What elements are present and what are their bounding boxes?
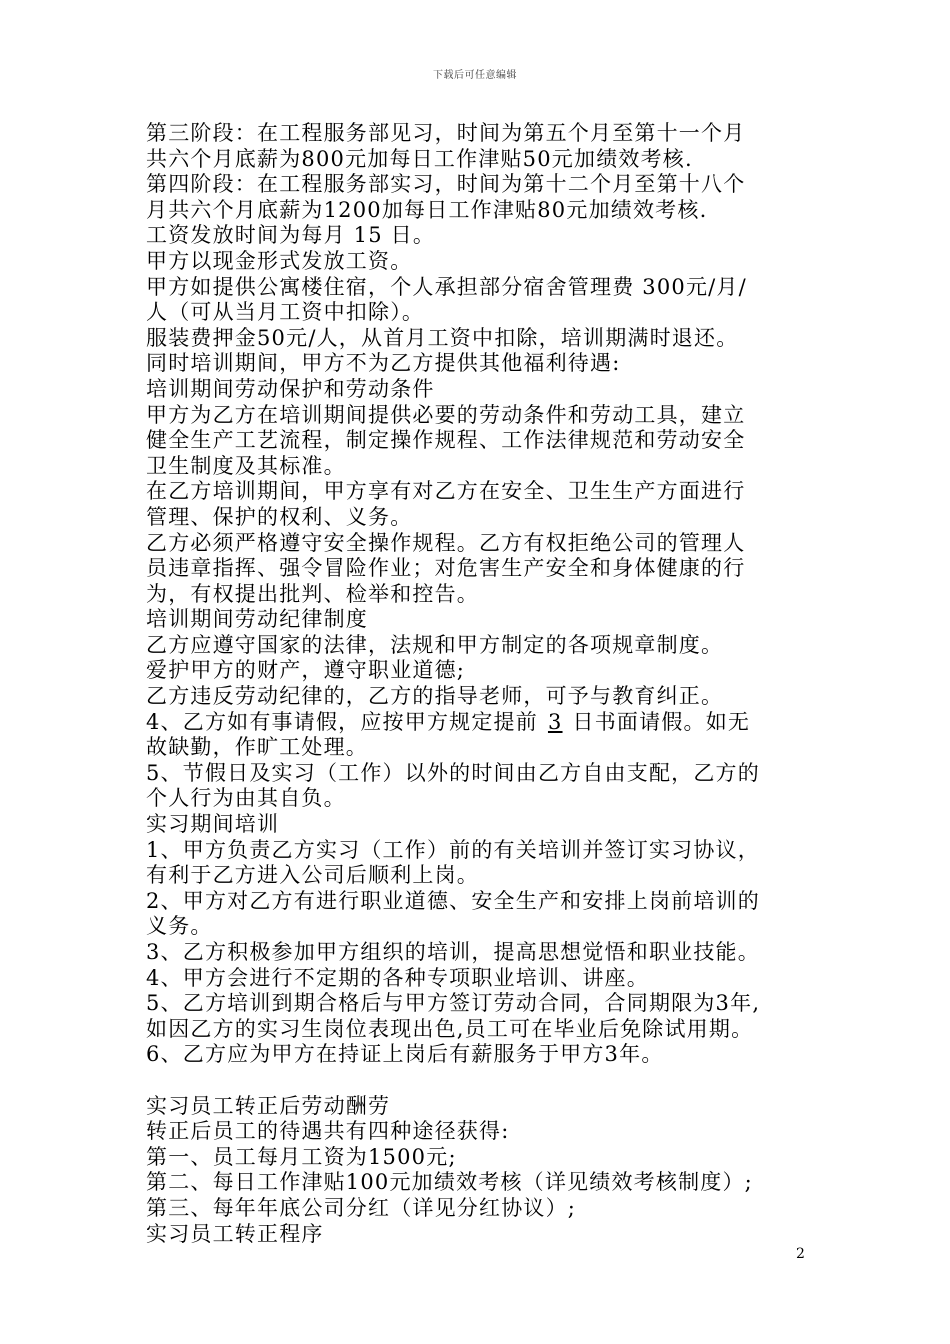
text-line: 第二、每日工作津贴100元加绩效考核（详见绩效考核制度）; [146, 1170, 753, 1195]
leave-clause-before: 4、乙方如有事请假，应按甲方规定提前 [146, 709, 538, 734]
document-body [146, 121, 836, 1247]
text-line: 有利于乙方进入公司后顺利上岗。 [146, 863, 479, 888]
text-line: 5、节假日及实习（工作）以外的时间由乙方自由支配，乙方的 [146, 760, 760, 785]
text-line: 第四阶段：在工程服务部实习，时间为第十二个月至第十八个 [146, 172, 746, 197]
section-heading: 实习期间培训 [146, 812, 280, 837]
text-line: 服装费押金50元/人，从首月工资中扣除，培训期满时退还。 [146, 325, 739, 350]
section-heading: 实习员工转正程序 [146, 1221, 324, 1246]
text-line: 健全生产工艺流程，制定操作规程、工作法律规范和劳动安全 [146, 428, 746, 453]
leave-clause-after: 日书面请假。如无 [572, 709, 751, 734]
text-line: 个人行为由其自负。 [146, 786, 346, 811]
text-line: 甲方为乙方在培训期间提供必要的劳动条件和劳动工具，建立 [146, 402, 746, 427]
text-line: 第三阶段：在工程服务部见习，时间为第五个月至第十一个月 [146, 121, 746, 145]
text-line: 乙方违反劳动纪律的，乙方的指导老师，可予与教育纠正。 [146, 684, 724, 709]
text-line: 共六个月底薪为800元加每日工作津贴50元加绩效考核. [146, 146, 693, 171]
section-heading: 培训期间劳动纪律制度 [146, 607, 368, 632]
leave-clause-line [146, 710, 836, 736]
section-heading: 培训期间劳动保护和劳动条件 [146, 376, 435, 401]
text-line: 爱护甲方的财产，遵守职业道德; [146, 658, 466, 683]
section-heading: 实习员工转正后劳动酬劳 [146, 1093, 391, 1118]
paragraph-gap [146, 1068, 836, 1094]
text-line: 转正后员工的待遇共有四种途径获得: [146, 1119, 510, 1144]
text-line: 在乙方培训期间，甲方享有对乙方在安全、卫生生产方面进行 [146, 479, 746, 504]
text-line: 6、乙方应为甲方在持证上岗后有薪服务于甲方3年。 [146, 1042, 664, 1067]
text-line: 如因乙方的实习生岗位表现出色,员工可在毕业后免除试用期。 [146, 1016, 754, 1041]
text-line: 5、乙方培训到期合格后与甲方签订劳动合同，合同期限为3年, [146, 991, 761, 1016]
text-line: 故缺勤，作旷工处理。 [146, 735, 368, 760]
text-line: 4、甲方会进行不定期的各种专项职业培训、讲座。 [146, 965, 649, 990]
text-line: 工资发放时间为每月 15 日。 [146, 223, 436, 248]
text-line: 管理、保护的权利、义务。 [146, 504, 413, 529]
text-line: 1、甲方负责乙方实习（工作）前的有关培训并签订实习协议， [146, 837, 760, 862]
text-line: 月共六个月底薪为1200加每日工作津贴80元加绩效考核. [146, 197, 708, 222]
text-line: 卫生制度及其标准。 [146, 453, 346, 478]
text-line: 甲方如提供公寓楼住宿，个人承担部分宿舍管理费 300元/月/ [146, 274, 747, 299]
page-header: 下载后可任意编辑 [433, 70, 517, 81]
text-line: 第三、每年年底公司分红（详见分红协议）; [146, 1195, 577, 1220]
text-line: 员违章指挥、强令冒险作业；对危害生产安全和身体健康的行 [146, 556, 746, 581]
text-line: 义务。 [146, 914, 213, 939]
page-number: 2 [796, 1246, 805, 1262]
text-line: 同时培训期间，甲方不为乙方提供其他福利待遇: [146, 351, 621, 376]
text-line: 乙方必须严格遵守安全操作规程。乙方有权拒绝公司的管理人 [146, 530, 746, 555]
text-line: 为，有权提出批判、检举和控告。 [146, 581, 479, 606]
text-line: 第一、员工每月工资为1500元; [146, 1144, 457, 1169]
text-line: 乙方应遵守国家的法律，法规和甲方制定的各项规章制度。 [146, 632, 724, 657]
leave-days-value: 3 [547, 709, 563, 734]
text-line: 2、甲方对乙方有进行职业道德、安全生产和安排上岗前培训的 [146, 888, 760, 913]
text-line: 人（可从当月工资中扣除）。 [146, 300, 425, 325]
text-line: 甲方以现金形式发放工资。 [146, 248, 413, 273]
text-line: 3、乙方积极参加甲方组织的培训，提高思想觉悟和职业技能。 [146, 940, 760, 964]
